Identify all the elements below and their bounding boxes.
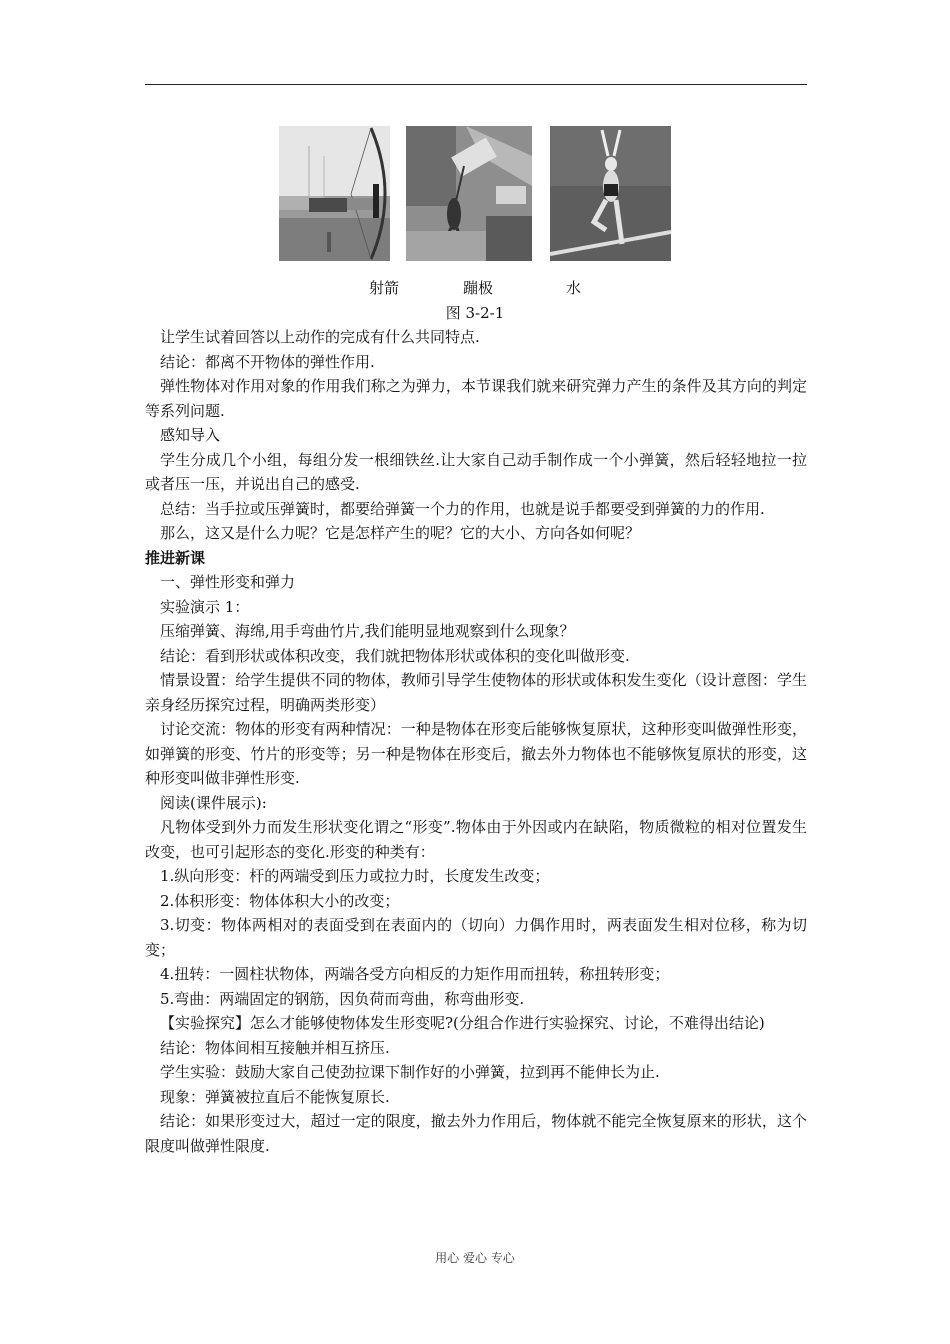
paragraph: 凡物体受到外力而发生形状变化谓之“形变”.物体由于外因或内在缺陷，物质微粒的相对位置发生改变，也可引起形态的变化.形变的种类有： — [145, 818, 807, 861]
paragraph: 现象：弹簧被拉直后不能恢复原长. — [160, 1087, 390, 1106]
bungee-photo — [406, 126, 532, 261]
paragraph: 弹性物体对作用对象的作用我们称之为弹力，本节课我们就来研究弹力产生的条件及其方向的判定等系列问题. — [145, 377, 807, 420]
caption-archery: 射箭 — [369, 279, 400, 297]
paragraph: 压缩弹簧、海绵,用手弯曲竹片,我们能明显地观察到什么现象？ — [160, 622, 575, 640]
paragraph: 结论：看到形状或体积改变，我们就把物体形状或体积的变化叫做形变. — [160, 646, 630, 665]
archery-photo — [279, 126, 390, 261]
page-footer: 用心 爱心 专心 — [435, 1251, 515, 1265]
header-rule — [145, 84, 807, 85]
paragraph: 总结：当手拉或压弹簧时，都要给弹簧一个力的作用，也就是说手都要受到弹簧的力的作用. — [160, 499, 765, 518]
paragraph: 学生分成几个小组，每组分发一根细铁丝.让大家自己动手制作成一个小弹簧，然后轻轻地拉一拉或者压一压，并说出自己的感受. — [145, 450, 807, 493]
paragraph: 5.弯曲：两端固定的钢筋，因负荷而弯曲，称弯曲形变. — [160, 989, 525, 1008]
paragraph: 【实验探究】怎么才能够使物体发生形变呢?(分组合作进行实验探究、讨论，不难得出结论) — [160, 1014, 765, 1032]
section-heading: 推进新课 — [145, 548, 206, 567]
caption-diving: 水 — [566, 279, 582, 297]
paragraph: 3.切变：物体两相对的表面受到在表面内的（切向）力偶作用时，两表面发生相对位移，称为切变； — [145, 916, 807, 959]
figure-label: 图 3-2-1 — [445, 304, 505, 322]
paragraph: 一、弹性形变和弹力 — [160, 573, 296, 591]
paragraph: 讨论交流：物体的形变有两种情况：一种是物体在形变后能够恢复原状，这种形变叫做弹性形变，如弹簧的形变、竹片的形变等；另一种是物体在形变后，撤去外力物体也不能够恢复原状的形变，这种形变叫做非弹性形变. — [145, 720, 807, 787]
paragraph: 让学生试着回答以上动作的完成有什么共同特点. — [160, 328, 480, 346]
paragraph: 学生实验：鼓励大家自己使劲拉课下制作好的小弹簧，拉到再不能伸长为止. — [160, 1063, 660, 1081]
paragraph: 4.扭转：一圆柱状物体，两端各受方向相反的力矩作用而扭转，称扭转形变； — [160, 965, 670, 983]
diving-photo — [550, 126, 671, 261]
paragraph: 阅读(课件展示): — [160, 793, 267, 812]
paragraph: 2.体积形变：物体体积大小的改变； — [160, 891, 400, 910]
paragraph: 结论：都离不开物体的弹性作用. — [160, 352, 375, 371]
body-text — [145, 325, 807, 1158]
paragraph: 实验演示 1： — [160, 597, 250, 616]
paragraph: 感知导入 — [160, 426, 221, 444]
paragraph: 结论：物体间相互接触并相互挤压. — [160, 1038, 390, 1057]
caption-bungee: 蹦极 — [463, 279, 494, 297]
paragraph: 1.纵向形变：杆的两端受到压力或拉力时，长度发生改变； — [160, 867, 550, 885]
paragraph: 那么，这又是什么力呢？它是怎样产生的呢？它的大小、方向各如何呢？ — [160, 524, 641, 542]
paragraph: 结论：如果形变过大，超过一定的限度，撤去外力作用后，物体就不能完全恢复原来的形状，这个限度叫做弹性限度. — [145, 1112, 807, 1155]
paragraph: 情景设置：给学生提供不同的物体，教师引导学生使物体的形状或体积发生变化（设计意图：学生亲身经历探究过程，明确两类形变） — [145, 671, 807, 714]
